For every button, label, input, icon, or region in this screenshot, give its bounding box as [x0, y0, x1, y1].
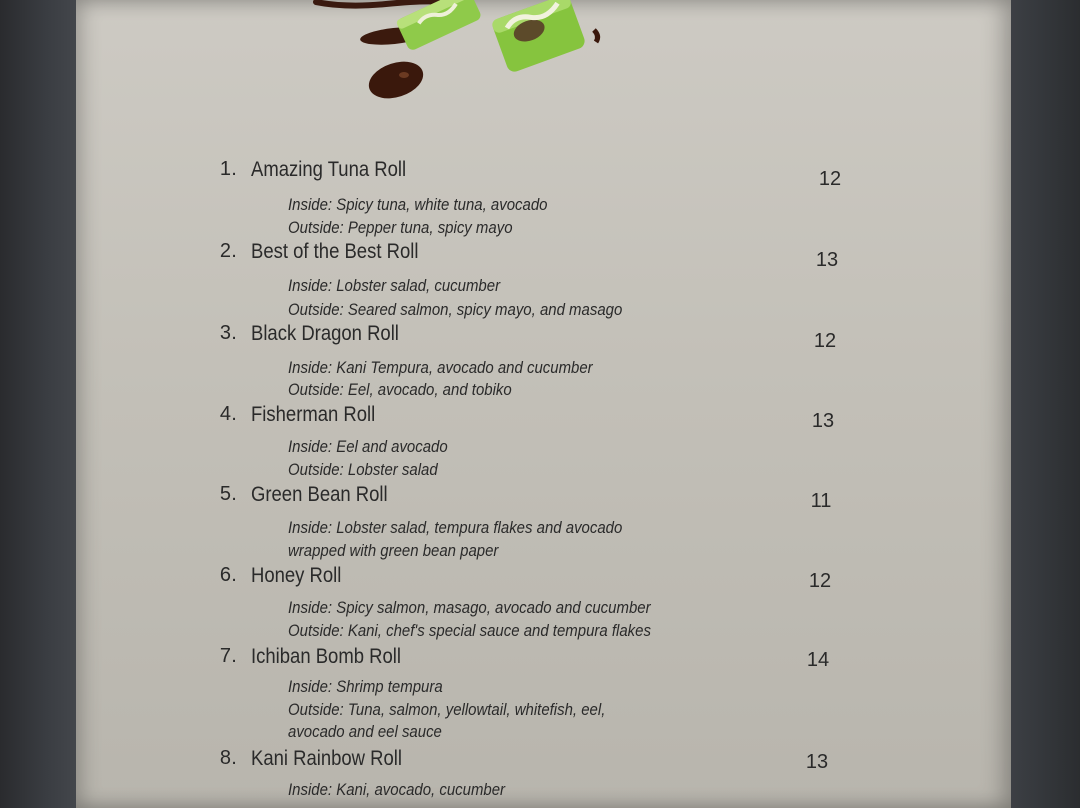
item-description-line: Outside: Seared salmon, spicy mayo, and masago	[288, 300, 623, 319]
item-number: 5.	[219, 483, 237, 505]
item-description-line: Inside: Kani, avocado, cucumber	[288, 780, 506, 799]
item-description-line: Outside: Kani, chef's special sauce and tempura flakes	[288, 621, 651, 640]
item-number: 3.	[219, 322, 237, 344]
item-price: 11	[810, 490, 832, 512]
item-number: 2.	[219, 240, 237, 262]
item-description-line: Inside: Spicy salmon, masago, avocado and cucumber	[288, 598, 651, 617]
item-price: 12	[808, 570, 832, 592]
item-description-line: Inside: Eel and avocado	[288, 437, 448, 456]
item-description-line: wrapped with green bean paper	[288, 541, 499, 560]
item-price: 12	[818, 168, 842, 190]
item-price: 13	[811, 410, 835, 432]
item-description-line: Inside: Spicy tuna, white tuna, avocado	[288, 195, 548, 214]
item-description-line: Outside: Eel, avocado, and tobiko	[288, 380, 512, 399]
item-number: 6.	[219, 564, 237, 586]
item-price: 12	[813, 330, 837, 352]
item-description-line: Inside: Lobster salad, cucumber	[288, 276, 501, 295]
item-number: 7.	[219, 645, 237, 667]
item-description-line: Inside: Kani Tempura, avocado and cucumber	[288, 358, 593, 377]
item-name: Best of the Best Roll	[251, 240, 419, 263]
item-name: Black Dragon Roll	[251, 322, 399, 345]
item-number: 8.	[219, 747, 237, 769]
item-description-line: Inside: Shrimp tempura	[288, 677, 443, 696]
item-description-line: Outside: Pepper tuna, spicy mayo	[288, 218, 513, 237]
menu-list	[76, 0, 1011, 808]
item-price: 13	[805, 751, 829, 773]
item-description-line: avocado and eel sauce	[288, 722, 442, 741]
menu-cover-left	[0, 0, 78, 808]
item-number: 1.	[219, 158, 237, 180]
item-price: 14	[806, 649, 830, 671]
item-description-line: Inside: Lobster salad, tempura flakes and avocado	[288, 518, 623, 537]
item-name: Amazing Tuna Roll	[251, 158, 407, 181]
item-price: 13	[815, 249, 839, 271]
item-number: 4.	[219, 403, 237, 425]
item-description-line: Outside: Lobster salad	[288, 460, 438, 479]
menu-cover-right	[1008, 0, 1080, 808]
item-name: Kani Rainbow Roll	[251, 747, 403, 770]
item-name: Honey Roll	[251, 564, 342, 587]
item-name: Green Bean Roll	[251, 483, 388, 506]
item-description-line: Outside: Tuna, salmon, yellowtail, whitefish, eel,	[288, 700, 606, 719]
item-name: Fisherman Roll	[251, 403, 376, 426]
item-name: Ichiban Bomb Roll	[251, 645, 401, 668]
menu-page	[76, 0, 1011, 808]
